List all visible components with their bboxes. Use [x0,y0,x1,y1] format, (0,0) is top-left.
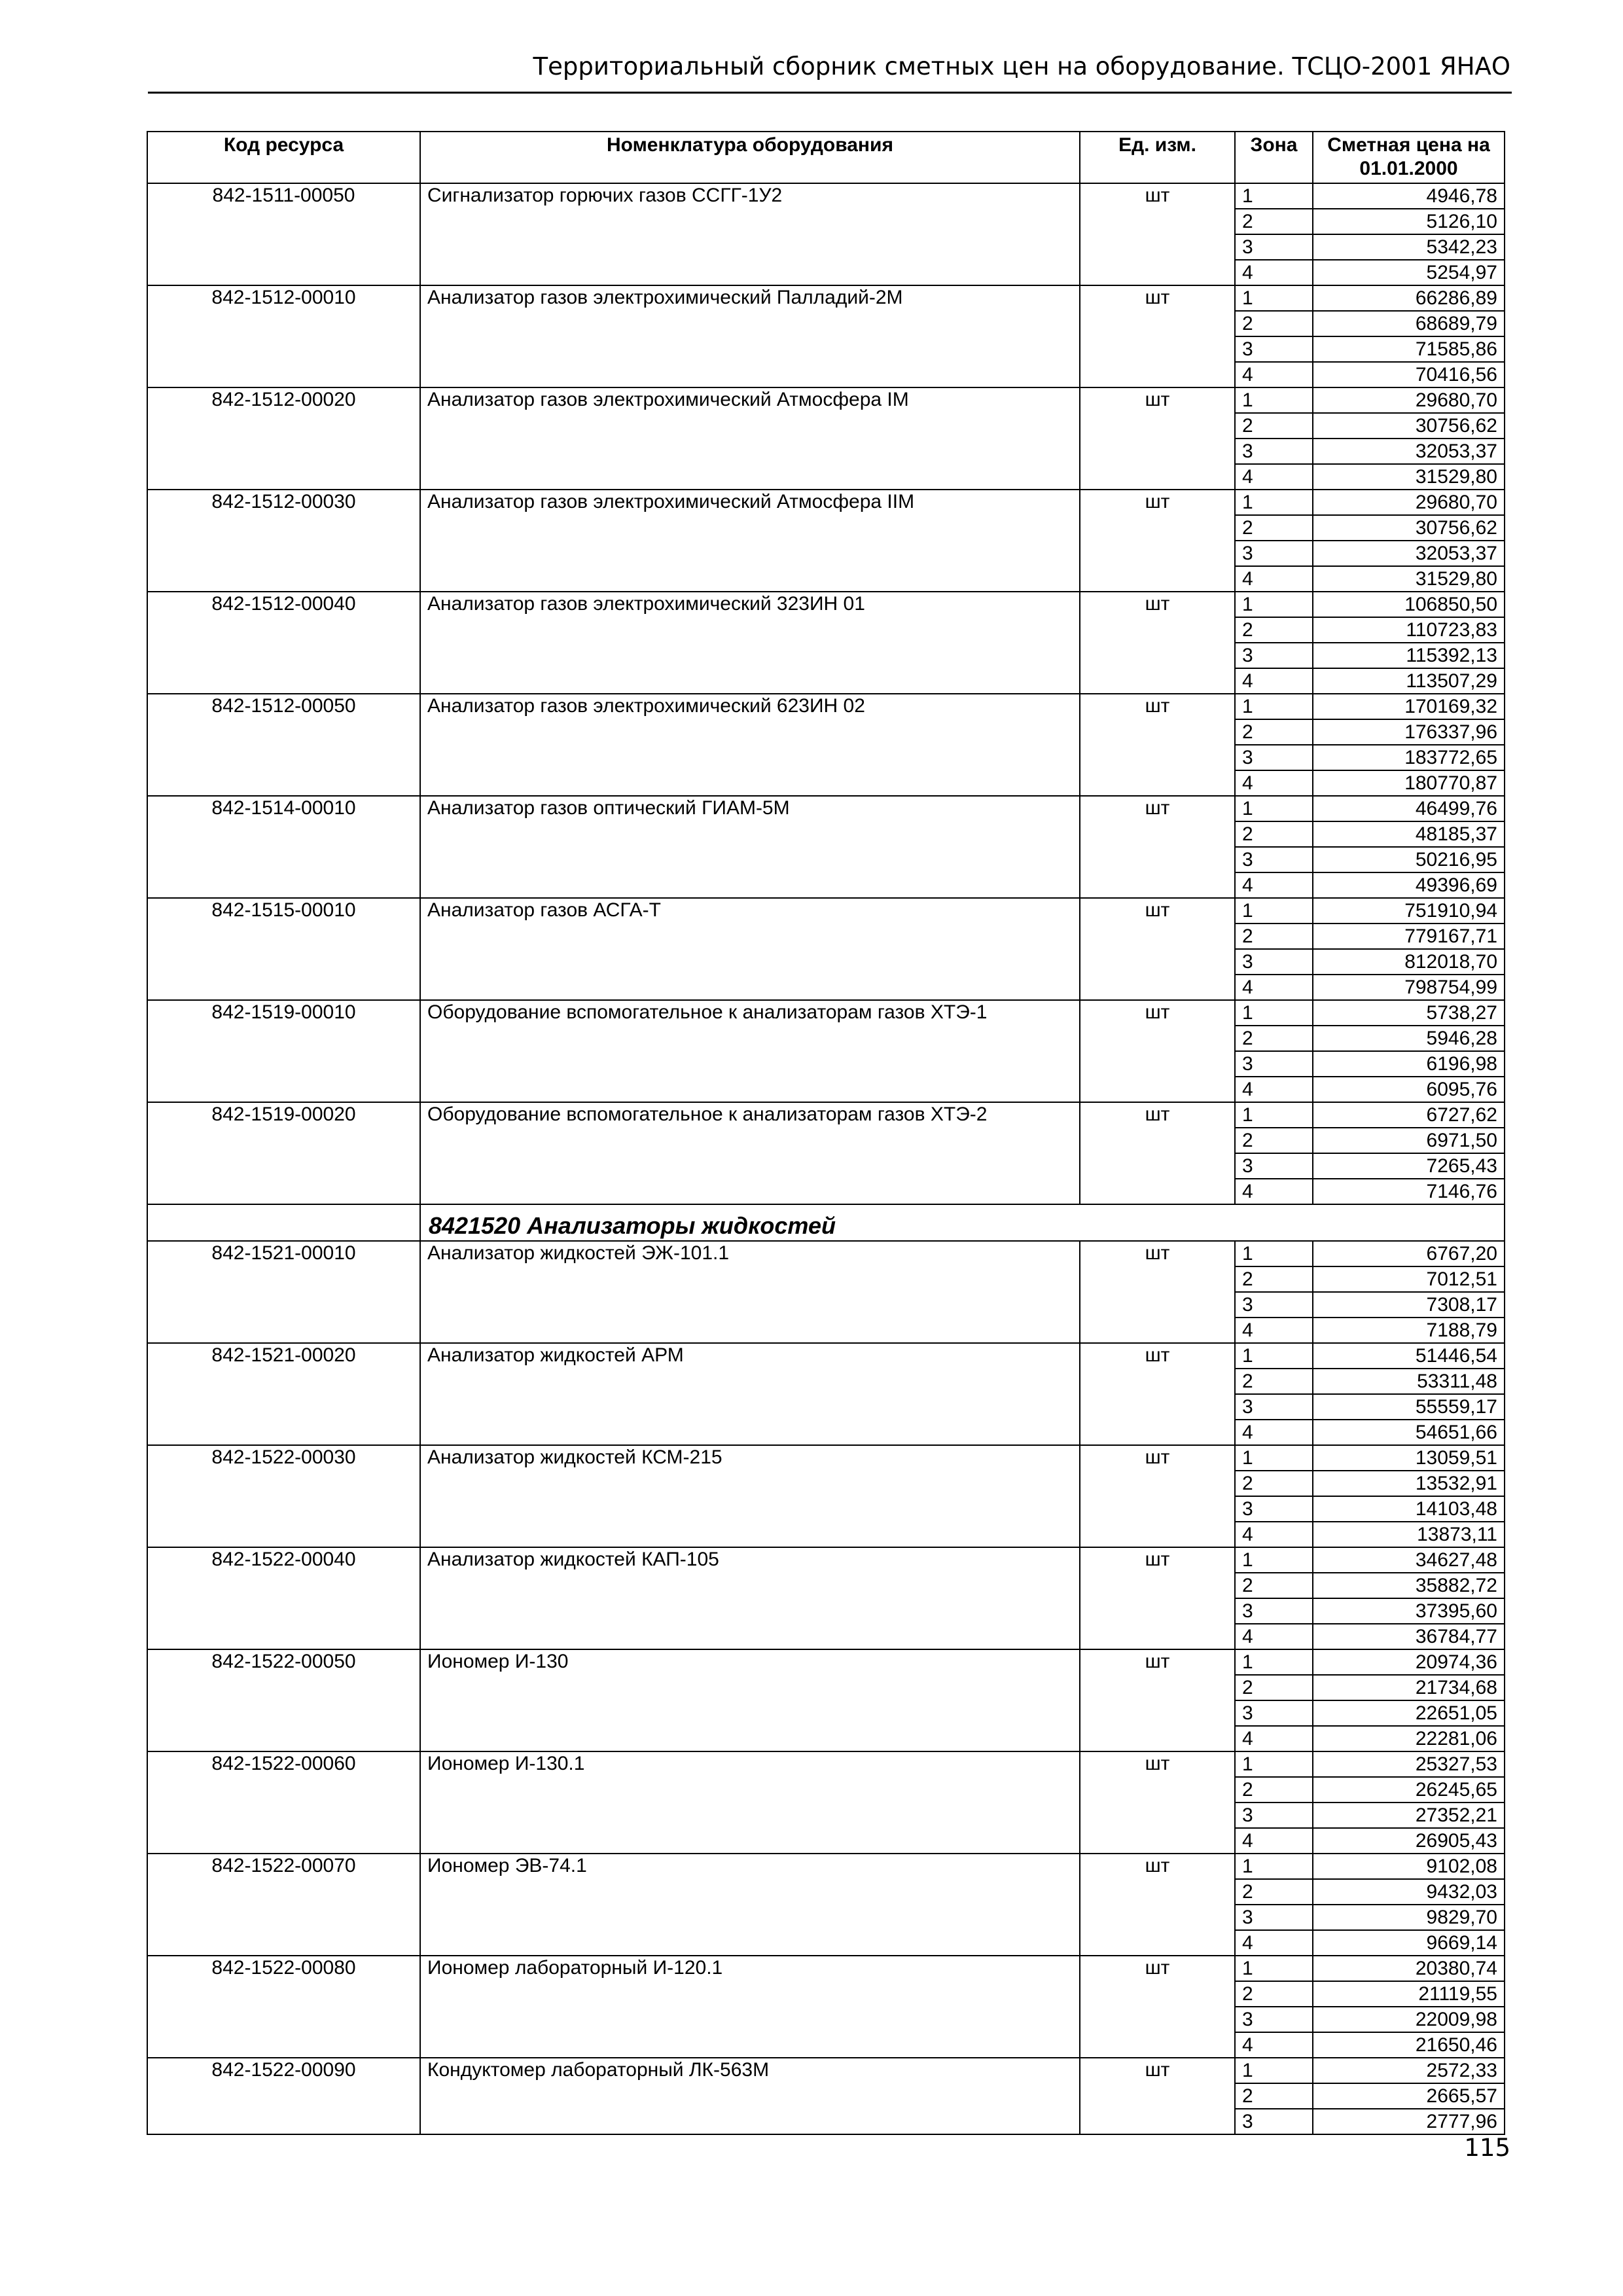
price-cell: 4946,78 [1313,183,1505,209]
price-cell: 71585,86 [1313,336,1505,362]
zone-cell: 4 [1235,1726,1313,1751]
zone-cell: 3 [1235,1051,1313,1077]
price-cell: 7308,17 [1313,1292,1505,1318]
price-cell: 779167,71 [1313,924,1505,949]
zone-cell: 2 [1235,617,1313,643]
price-cell: 20974,36 [1313,1649,1505,1675]
price-cell: 9432,03 [1313,1879,1505,1905]
zone-cell: 2 [1235,311,1313,336]
price-cell: 34627,48 [1313,1547,1505,1573]
price-cell: 110723,83 [1313,617,1505,643]
equipment-name-cell: Анализатор газов электрохимический 323ИН 01 [420,592,1080,694]
table-row [147,1547,1505,1573]
price-cell: 13059,51 [1313,1445,1505,1471]
unit-cell: шт [1080,490,1235,592]
price-cell: 29680,70 [1313,387,1505,413]
unit-cell: шт [1080,1751,1235,1854]
price-cell: 7146,76 [1313,1179,1505,1204]
zone-cell: 4 [1235,1179,1313,1204]
price-cell: 7265,43 [1313,1153,1505,1179]
column-header-zone: Зона [1235,132,1313,183]
unit-cell: шт [1080,1649,1235,1751]
equipment-name-cell: Анализатор газов электрохимический 623ИН 02 [420,694,1080,796]
price-cell: 37395,60 [1313,1598,1505,1624]
zone-cell: 2 [1235,821,1313,847]
zone-cell: 1 [1235,898,1313,924]
resource-code-cell: 842-1515-00010 [147,898,420,1000]
unit-cell: шт [1080,1956,1235,2058]
price-cell: 5254,97 [1313,260,1505,285]
unit-cell: шт [1080,1445,1235,1547]
equipment-name-cell: Анализатор газов АСГА-Т [420,898,1080,1000]
price-cell: 50216,95 [1313,847,1505,872]
price-cell: 6767,20 [1313,1241,1505,1266]
zone-cell: 2 [1235,719,1313,745]
zone-cell: 2 [1235,209,1313,234]
resource-code-cell: 842-1512-00010 [147,285,420,387]
price-cell: 54651,66 [1313,1420,1505,1445]
price-cell: 70416,56 [1313,362,1505,387]
zone-cell: 2 [1235,924,1313,949]
equipment-name-cell: Анализатор газов электрохимический Атмосфера IM [420,387,1080,490]
equipment-name-cell: Оборудование вспомогательное к анализаторам газов ХТЭ-1 [420,1000,1080,1102]
resource-code-cell: 842-1521-00010 [147,1241,420,1343]
price-cell: 7188,79 [1313,1318,1505,1343]
price-cell: 31529,80 [1313,566,1505,592]
price-cell: 21119,55 [1313,1981,1505,2007]
zone-cell: 1 [1235,1445,1313,1471]
price-cell: 49396,69 [1313,872,1505,898]
zone-cell: 2 [1235,413,1313,439]
price-cell: 180770,87 [1313,770,1505,796]
zone-cell: 4 [1235,362,1313,387]
zone-cell: 1 [1235,285,1313,311]
price-cell: 106850,50 [1313,592,1505,617]
price-cell: 751910,94 [1313,898,1505,924]
zone-cell: 1 [1235,183,1313,209]
zone-cell: 4 [1235,464,1313,490]
unit-cell: шт [1080,1854,1235,1956]
zone-cell: 3 [1235,1598,1313,1624]
price-cell: 32053,37 [1313,541,1505,566]
price-cell: 35882,72 [1313,1573,1505,1598]
price-cell: 13532,91 [1313,1471,1505,1496]
table-row [147,1102,1505,1128]
price-cell: 798754,99 [1313,975,1505,1000]
equipment-name-cell: Анализатор газов оптический ГИАМ-5М [420,796,1080,898]
zone-cell: 1 [1235,1547,1313,1573]
price-cell: 26905,43 [1313,1828,1505,1854]
equipment-name-cell: Иономер И-130.1 [420,1751,1080,1854]
table-row [147,898,1505,924]
zone-cell: 4 [1235,872,1313,898]
zone-cell: 1 [1235,592,1313,617]
price-cell: 29680,70 [1313,490,1505,515]
equipment-name-cell: Анализатор жидкостей АРМ [420,1343,1080,1445]
zone-cell: 1 [1235,1854,1313,1879]
price-cell: 48185,37 [1313,821,1505,847]
table-row [147,1956,1505,1981]
table-header-row [147,132,1505,183]
table-row [147,1241,1505,1266]
price-cell: 30756,62 [1313,515,1505,541]
zone-cell: 1 [1235,387,1313,413]
zone-cell: 3 [1235,1394,1313,1420]
price-cell: 30756,62 [1313,413,1505,439]
price-cell: 183772,65 [1313,745,1505,770]
equipment-name-cell: Анализатор газов электрохимический Палладий-2М [420,285,1080,387]
table-row [147,1343,1505,1369]
price-table [147,131,1505,2135]
column-header-unit: Ед. изм. [1080,132,1235,183]
zone-cell: 3 [1235,1153,1313,1179]
resource-code-cell: 842-1522-00080 [147,1956,420,2058]
zone-cell: 4 [1235,1624,1313,1649]
equipment-name-cell: Иономер лабораторный И-120.1 [420,1956,1080,2058]
resource-code-cell: 842-1514-00010 [147,796,420,898]
zone-cell: 4 [1235,770,1313,796]
table-row [147,1000,1505,1026]
zone-cell: 4 [1235,1930,1313,1956]
zone-cell: 4 [1235,260,1313,285]
zone-cell: 3 [1235,847,1313,872]
section-empty-cell [147,1204,420,1241]
table-row [147,2058,1505,2083]
equipment-name-cell: Анализатор жидкостей КАП-105 [420,1547,1080,1649]
zone-cell: 4 [1235,1522,1313,1547]
zone-cell: 1 [1235,490,1313,515]
zone-cell: 4 [1235,1828,1313,1854]
zone-cell: 3 [1235,643,1313,668]
price-cell: 170169,32 [1313,694,1505,719]
table-row [147,694,1505,719]
zone-cell: 2 [1235,1128,1313,1153]
zone-cell: 3 [1235,541,1313,566]
zone-cell: 3 [1235,1292,1313,1318]
price-cell: 9669,14 [1313,1930,1505,1956]
resource-code-cell: 842-1512-00040 [147,592,420,694]
column-header-price: Сметная цена на 01.01.2000 [1313,132,1505,183]
unit-cell: шт [1080,387,1235,490]
table-row [147,1445,1505,1471]
price-cell: 9829,70 [1313,1905,1505,1930]
zone-cell: 1 [1235,694,1313,719]
table-row [147,1854,1505,1879]
resource-code-cell: 842-1522-00060 [147,1751,420,1854]
zone-cell: 3 [1235,234,1313,260]
price-cell: 21650,46 [1313,2032,1505,2058]
zone-cell: 2 [1235,1777,1313,1803]
price-cell: 6196,98 [1313,1051,1505,1077]
equipment-name-cell: Анализатор жидкостей КСМ-215 [420,1445,1080,1547]
zone-cell: 3 [1235,336,1313,362]
price-cell: 36784,77 [1313,1624,1505,1649]
resource-code-cell: 842-1512-00030 [147,490,420,592]
price-cell: 5738,27 [1313,1000,1505,1026]
table-row [147,592,1505,617]
equipment-name-cell: Сигнализатор горючих газов ССГГ-1У2 [420,183,1080,285]
zone-cell: 1 [1235,1751,1313,1777]
zone-cell: 1 [1235,1241,1313,1266]
resource-code-cell: 842-1522-00040 [147,1547,420,1649]
price-cell: 7012,51 [1313,1266,1505,1292]
resource-code-cell: 842-1522-00050 [147,1649,420,1751]
table-row [147,285,1505,311]
equipment-name-cell: Анализатор газов электрохимический Атмосфера IIM [420,490,1080,592]
zone-cell: 2 [1235,1981,1313,2007]
zone-cell: 2 [1235,1266,1313,1292]
zone-cell: 4 [1235,1420,1313,1445]
zone-cell: 1 [1235,1956,1313,1981]
zone-cell: 3 [1235,2109,1313,2134]
unit-cell: шт [1080,796,1235,898]
price-cell: 53311,48 [1313,1369,1505,1394]
price-cell: 6095,76 [1313,1077,1505,1102]
price-cell: 5946,28 [1313,1026,1505,1051]
resource-code-cell: 842-1512-00020 [147,387,420,490]
table-row [147,387,1505,413]
zone-cell: 2 [1235,515,1313,541]
price-cell: 5126,10 [1313,209,1505,234]
zone-cell: 3 [1235,1496,1313,1522]
column-header-code: Код ресурса [147,132,420,183]
unit-cell: шт [1080,898,1235,1000]
zone-cell: 1 [1235,1000,1313,1026]
table-row [147,1649,1505,1675]
zone-cell: 2 [1235,1471,1313,1496]
price-cell: 46499,76 [1313,796,1505,821]
price-cell: 55559,17 [1313,1394,1505,1420]
zone-cell: 4 [1235,2032,1313,2058]
column-header-name: Номенклатура оборудования [420,132,1080,183]
equipment-name-cell: Анализатор жидкостей ЭЖ-101.1 [420,1241,1080,1343]
price-cell: 2777,96 [1313,2109,1505,2134]
page-header-title: Территориальный сборник сметных цен на оборудование. ТСЦО-2001 ЯНАО [533,52,1510,81]
resource-code-cell: 842-1512-00050 [147,694,420,796]
price-cell: 176337,96 [1313,719,1505,745]
unit-cell: шт [1080,1000,1235,1102]
unit-cell: шт [1080,1343,1235,1445]
equipment-name-cell: Кондуктомер лабораторный ЛК-563М [420,2058,1080,2134]
section-title: 8421520 Анализаторы жидкостей [420,1204,1505,1241]
zone-cell: 3 [1235,949,1313,975]
zone-cell: 4 [1235,1318,1313,1343]
zone-cell: 2 [1235,1369,1313,1394]
unit-cell: шт [1080,592,1235,694]
price-cell: 2572,33 [1313,2058,1505,2083]
section-header-row [147,1204,1505,1241]
zone-cell: 4 [1235,668,1313,694]
table-row [147,1751,1505,1777]
resource-code-cell: 842-1521-00020 [147,1343,420,1445]
resource-code-cell: 842-1511-00050 [147,183,420,285]
table-row [147,796,1505,821]
header-rule [148,92,1512,94]
price-cell: 21734,68 [1313,1675,1505,1700]
zone-cell: 4 [1235,975,1313,1000]
unit-cell: шт [1080,694,1235,796]
price-cell: 20380,74 [1313,1956,1505,1981]
equipment-name-cell: Оборудование вспомогательное к анализаторам газов ХТЭ-2 [420,1102,1080,1204]
price-cell: 6971,50 [1313,1128,1505,1153]
price-cell: 32053,37 [1313,439,1505,464]
zone-cell: 2 [1235,1675,1313,1700]
zone-cell: 3 [1235,2007,1313,2032]
zone-cell: 3 [1235,1803,1313,1828]
zone-cell: 1 [1235,1649,1313,1675]
resource-code-cell: 842-1519-00020 [147,1102,420,1204]
unit-cell: шт [1080,183,1235,285]
price-cell: 13873,11 [1313,1522,1505,1547]
price-cell: 68689,79 [1313,311,1505,336]
resource-code-cell: 842-1522-00090 [147,2058,420,2134]
equipment-name-cell: Иономер ЭВ-74.1 [420,1854,1080,1956]
price-cell: 26245,65 [1313,1777,1505,1803]
price-cell: 22651,05 [1313,1700,1505,1726]
resource-code-cell: 842-1522-00030 [147,1445,420,1547]
zone-cell: 3 [1235,1700,1313,1726]
page-number: 115 [1464,2134,1510,2162]
zone-cell: 3 [1235,439,1313,464]
zone-cell: 3 [1235,745,1313,770]
price-cell: 113507,29 [1313,668,1505,694]
equipment-name-cell: Иономер И-130 [420,1649,1080,1751]
price-cell: 14103,48 [1313,1496,1505,1522]
resource-code-cell: 842-1519-00010 [147,1000,420,1102]
zone-cell: 1 [1235,1343,1313,1369]
price-cell: 9102,08 [1313,1854,1505,1879]
price-cell: 51446,54 [1313,1343,1505,1369]
price-cell: 22281,06 [1313,1726,1505,1751]
price-cell: 66286,89 [1313,285,1505,311]
zone-cell: 2 [1235,1026,1313,1051]
unit-cell: шт [1080,2058,1235,2134]
price-cell: 5342,23 [1313,234,1505,260]
price-cell: 2665,57 [1313,2083,1505,2109]
table-row [147,183,1505,209]
zone-cell: 2 [1235,2083,1313,2109]
zone-cell: 1 [1235,1102,1313,1128]
table-row [147,490,1505,515]
zone-cell: 1 [1235,796,1313,821]
zone-cell: 2 [1235,1879,1313,1905]
unit-cell: шт [1080,285,1235,387]
unit-cell: шт [1080,1102,1235,1204]
zone-cell: 4 [1235,566,1313,592]
unit-cell: шт [1080,1241,1235,1343]
table-body [147,183,1505,2134]
price-cell: 22009,98 [1313,2007,1505,2032]
zone-cell: 4 [1235,1077,1313,1102]
zone-cell: 3 [1235,1905,1313,1930]
price-cell: 115392,13 [1313,643,1505,668]
price-cell: 6727,62 [1313,1102,1505,1128]
unit-cell: шт [1080,1547,1235,1649]
price-cell: 27352,21 [1313,1803,1505,1828]
price-cell: 25327,53 [1313,1751,1505,1777]
zone-cell: 1 [1235,2058,1313,2083]
price-cell: 812018,70 [1313,949,1505,975]
zone-cell: 2 [1235,1573,1313,1598]
price-cell: 31529,80 [1313,464,1505,490]
resource-code-cell: 842-1522-00070 [147,1854,420,1956]
